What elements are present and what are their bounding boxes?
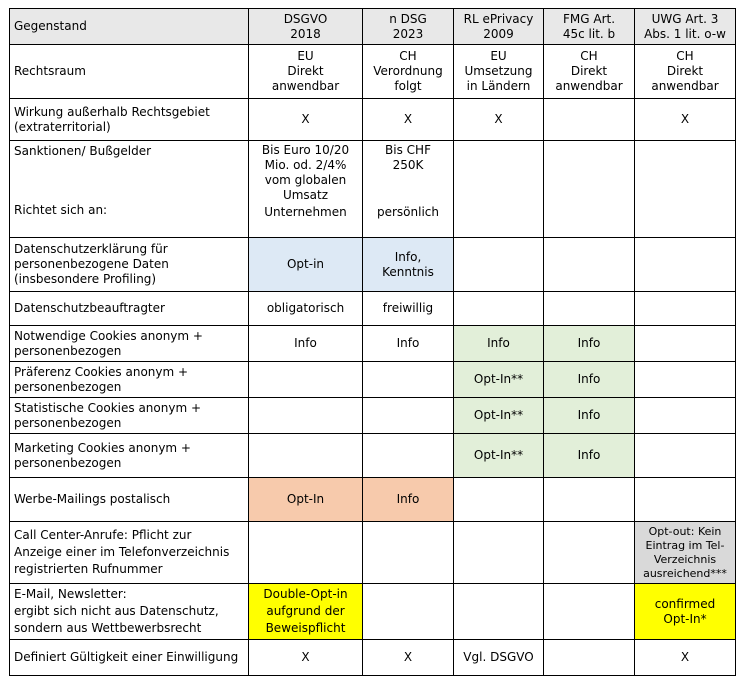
cell-eprivacy: Vgl. DSGVO — [454, 640, 544, 676]
cell-ndsg: X — [363, 99, 454, 141]
cell-dsgvo: Double-Opt-in aufgrund der Beweispflicht — [249, 584, 363, 640]
row-praeferenz-cookies — [10, 362, 736, 398]
header-row — [10, 9, 736, 45]
cell-dsgvo: Info — [249, 326, 363, 362]
cell-fmg: Info — [544, 434, 635, 478]
row-werbe-mailings — [10, 478, 736, 522]
row-beauftragter — [10, 292, 736, 326]
row-notwendige-cookies — [10, 326, 736, 362]
cell-label: Wirkung außerhalb Rechtsgebiet (extraterritorial) — [10, 99, 249, 141]
cell-ndsg — [363, 584, 454, 640]
cell-uwg — [635, 362, 736, 398]
richtet-label: Richtet sich an: — [14, 203, 108, 217]
cell-uwg — [635, 141, 736, 238]
row-wirkung — [10, 99, 736, 141]
cell-uwg: Opt-out: Kein Eintrag im Tel- Verzeichnis ausreichend*** — [635, 522, 736, 584]
row-statistische-cookies — [10, 398, 736, 434]
cell-ndsg: X — [363, 640, 454, 676]
header-ndsg: n DSG 2023 — [363, 9, 454, 45]
cell-label: Marketing Cookies anonym + personenbezogen — [10, 434, 249, 478]
cell-dsgvo — [249, 398, 363, 434]
cell-ndsg — [363, 362, 454, 398]
row-email-newsletter — [10, 584, 736, 640]
cell-label — [10, 141, 249, 238]
row-gueltigkeit — [10, 640, 736, 676]
cell-ndsg: Info, Kenntnis — [363, 238, 454, 292]
cell-eprivacy: Opt-In** — [454, 434, 544, 478]
cell-eprivacy — [454, 522, 544, 584]
cell-fmg: Info — [544, 362, 635, 398]
cell-label: Definiert Gültigkeit einer Einwilligung — [10, 640, 249, 676]
cell-eprivacy: X — [454, 99, 544, 141]
cell-fmg — [544, 141, 635, 238]
cell-uwg — [635, 326, 736, 362]
cell-label: Werbe-Mailings postalisch — [10, 478, 249, 522]
cell-dsgvo — [249, 434, 363, 478]
richtet-dsgvo: Unternehmen — [264, 205, 347, 219]
cell-ndsg — [363, 434, 454, 478]
cell-dsgvo: X — [249, 99, 363, 141]
cell-eprivacy: Opt-In** — [454, 398, 544, 434]
cell-ndsg: Info — [363, 326, 454, 362]
cell-uwg — [635, 292, 736, 326]
cell-fmg — [544, 522, 635, 584]
cell-uwg — [635, 478, 736, 522]
cell-ndsg: CH Verordnung folgt — [363, 45, 454, 99]
cell-fmg — [544, 292, 635, 326]
header-uwg: UWG Art. 3 Abs. 1 lit. o-w — [635, 9, 736, 45]
cell-uwg: X — [635, 99, 736, 141]
cell-label: Präferenz Cookies anonym + personenbezogen — [10, 362, 249, 398]
cell-uwg — [635, 434, 736, 478]
cell-ndsg — [363, 522, 454, 584]
cell-label: E-Mail, Newsletter: ergibt sich nicht aus Datenschutz, sondern aus Wettbewerbsrecht — [10, 584, 249, 640]
cell-eprivacy — [454, 238, 544, 292]
cell-uwg — [635, 398, 736, 434]
cell-dsgvo: X — [249, 640, 363, 676]
cell-eprivacy — [454, 141, 544, 238]
cell-uwg — [635, 238, 736, 292]
cell-fmg: Info — [544, 398, 635, 434]
cell-eprivacy: Opt-In** — [454, 362, 544, 398]
header-fmg: FMG Art. 45c lit. b — [544, 9, 635, 45]
cell-eprivacy — [454, 292, 544, 326]
cell-uwg: confirmed Opt-In* — [635, 584, 736, 640]
cell-fmg — [544, 584, 635, 640]
header-eprivacy: RL ePrivacy 2009 — [454, 9, 544, 45]
richtet-ndsg: persönlich — [376, 205, 439, 219]
cell-eprivacy: EU Umsetzung in Ländern — [454, 45, 544, 99]
cell-dsgvo — [249, 522, 363, 584]
cell-uwg: CH Direkt anwendbar — [635, 45, 736, 99]
cell-uwg: X — [635, 640, 736, 676]
cell-fmg: CH Direkt anwendbar — [544, 45, 635, 99]
row-rechtsraum — [10, 45, 736, 99]
cell-fmg — [544, 640, 635, 676]
cell-fmg — [544, 478, 635, 522]
cell-label: Call Center-Anrufe: Pflicht zur Anzeige einer im Telefonverzeichnis registrierten Rufnummer — [10, 522, 249, 584]
cell-label: Notwendige Cookies anonym + personenbezogen — [10, 326, 249, 362]
cell-dsgvo — [249, 141, 363, 238]
row-erklaerung — [10, 238, 736, 292]
cell-eprivacy — [454, 584, 544, 640]
cell-label: Rechtsraum — [10, 45, 249, 99]
cell-label: Datenschutzerklärung für personenbezogene Daten (insbesondere Profiling) — [10, 238, 249, 292]
cell-label: Datenschutzbeauftragter — [10, 292, 249, 326]
comparison-table — [9, 8, 736, 676]
row-sanktionen — [10, 141, 736, 238]
cell-ndsg — [363, 141, 454, 238]
cell-eprivacy: Info — [454, 326, 544, 362]
row-call-center — [10, 522, 736, 584]
cell-dsgvo: EU Direkt anwendbar — [249, 45, 363, 99]
cell-fmg: Info — [544, 326, 635, 362]
header-dsgvo: DSGVO 2018 — [249, 9, 363, 45]
cell-dsgvo: Opt-in — [249, 238, 363, 292]
cell-fmg — [544, 99, 635, 141]
cell-eprivacy — [454, 478, 544, 522]
sanktionen-ndsg: Bis CHF 250K — [385, 143, 431, 172]
cell-dsgvo: obligatorisch — [249, 292, 363, 326]
cell-fmg — [544, 238, 635, 292]
cell-ndsg — [363, 398, 454, 434]
sanktionen-dsgvo: Bis Euro 10/20 Mio. od. 2/4% vom globalen Umsatz — [261, 143, 350, 202]
cell-ndsg: freiwillig — [363, 292, 454, 326]
row-marketing-cookies — [10, 434, 736, 478]
sanktionen-label: Sanktionen/ Bußgelder — [14, 144, 152, 158]
header-gegenstand: Gegenstand — [10, 9, 249, 45]
cell-label: Statistische Cookies anonym + personenbezogen — [10, 398, 249, 434]
cell-dsgvo: Opt-In — [249, 478, 363, 522]
cell-dsgvo — [249, 362, 363, 398]
cell-ndsg: Info — [363, 478, 454, 522]
